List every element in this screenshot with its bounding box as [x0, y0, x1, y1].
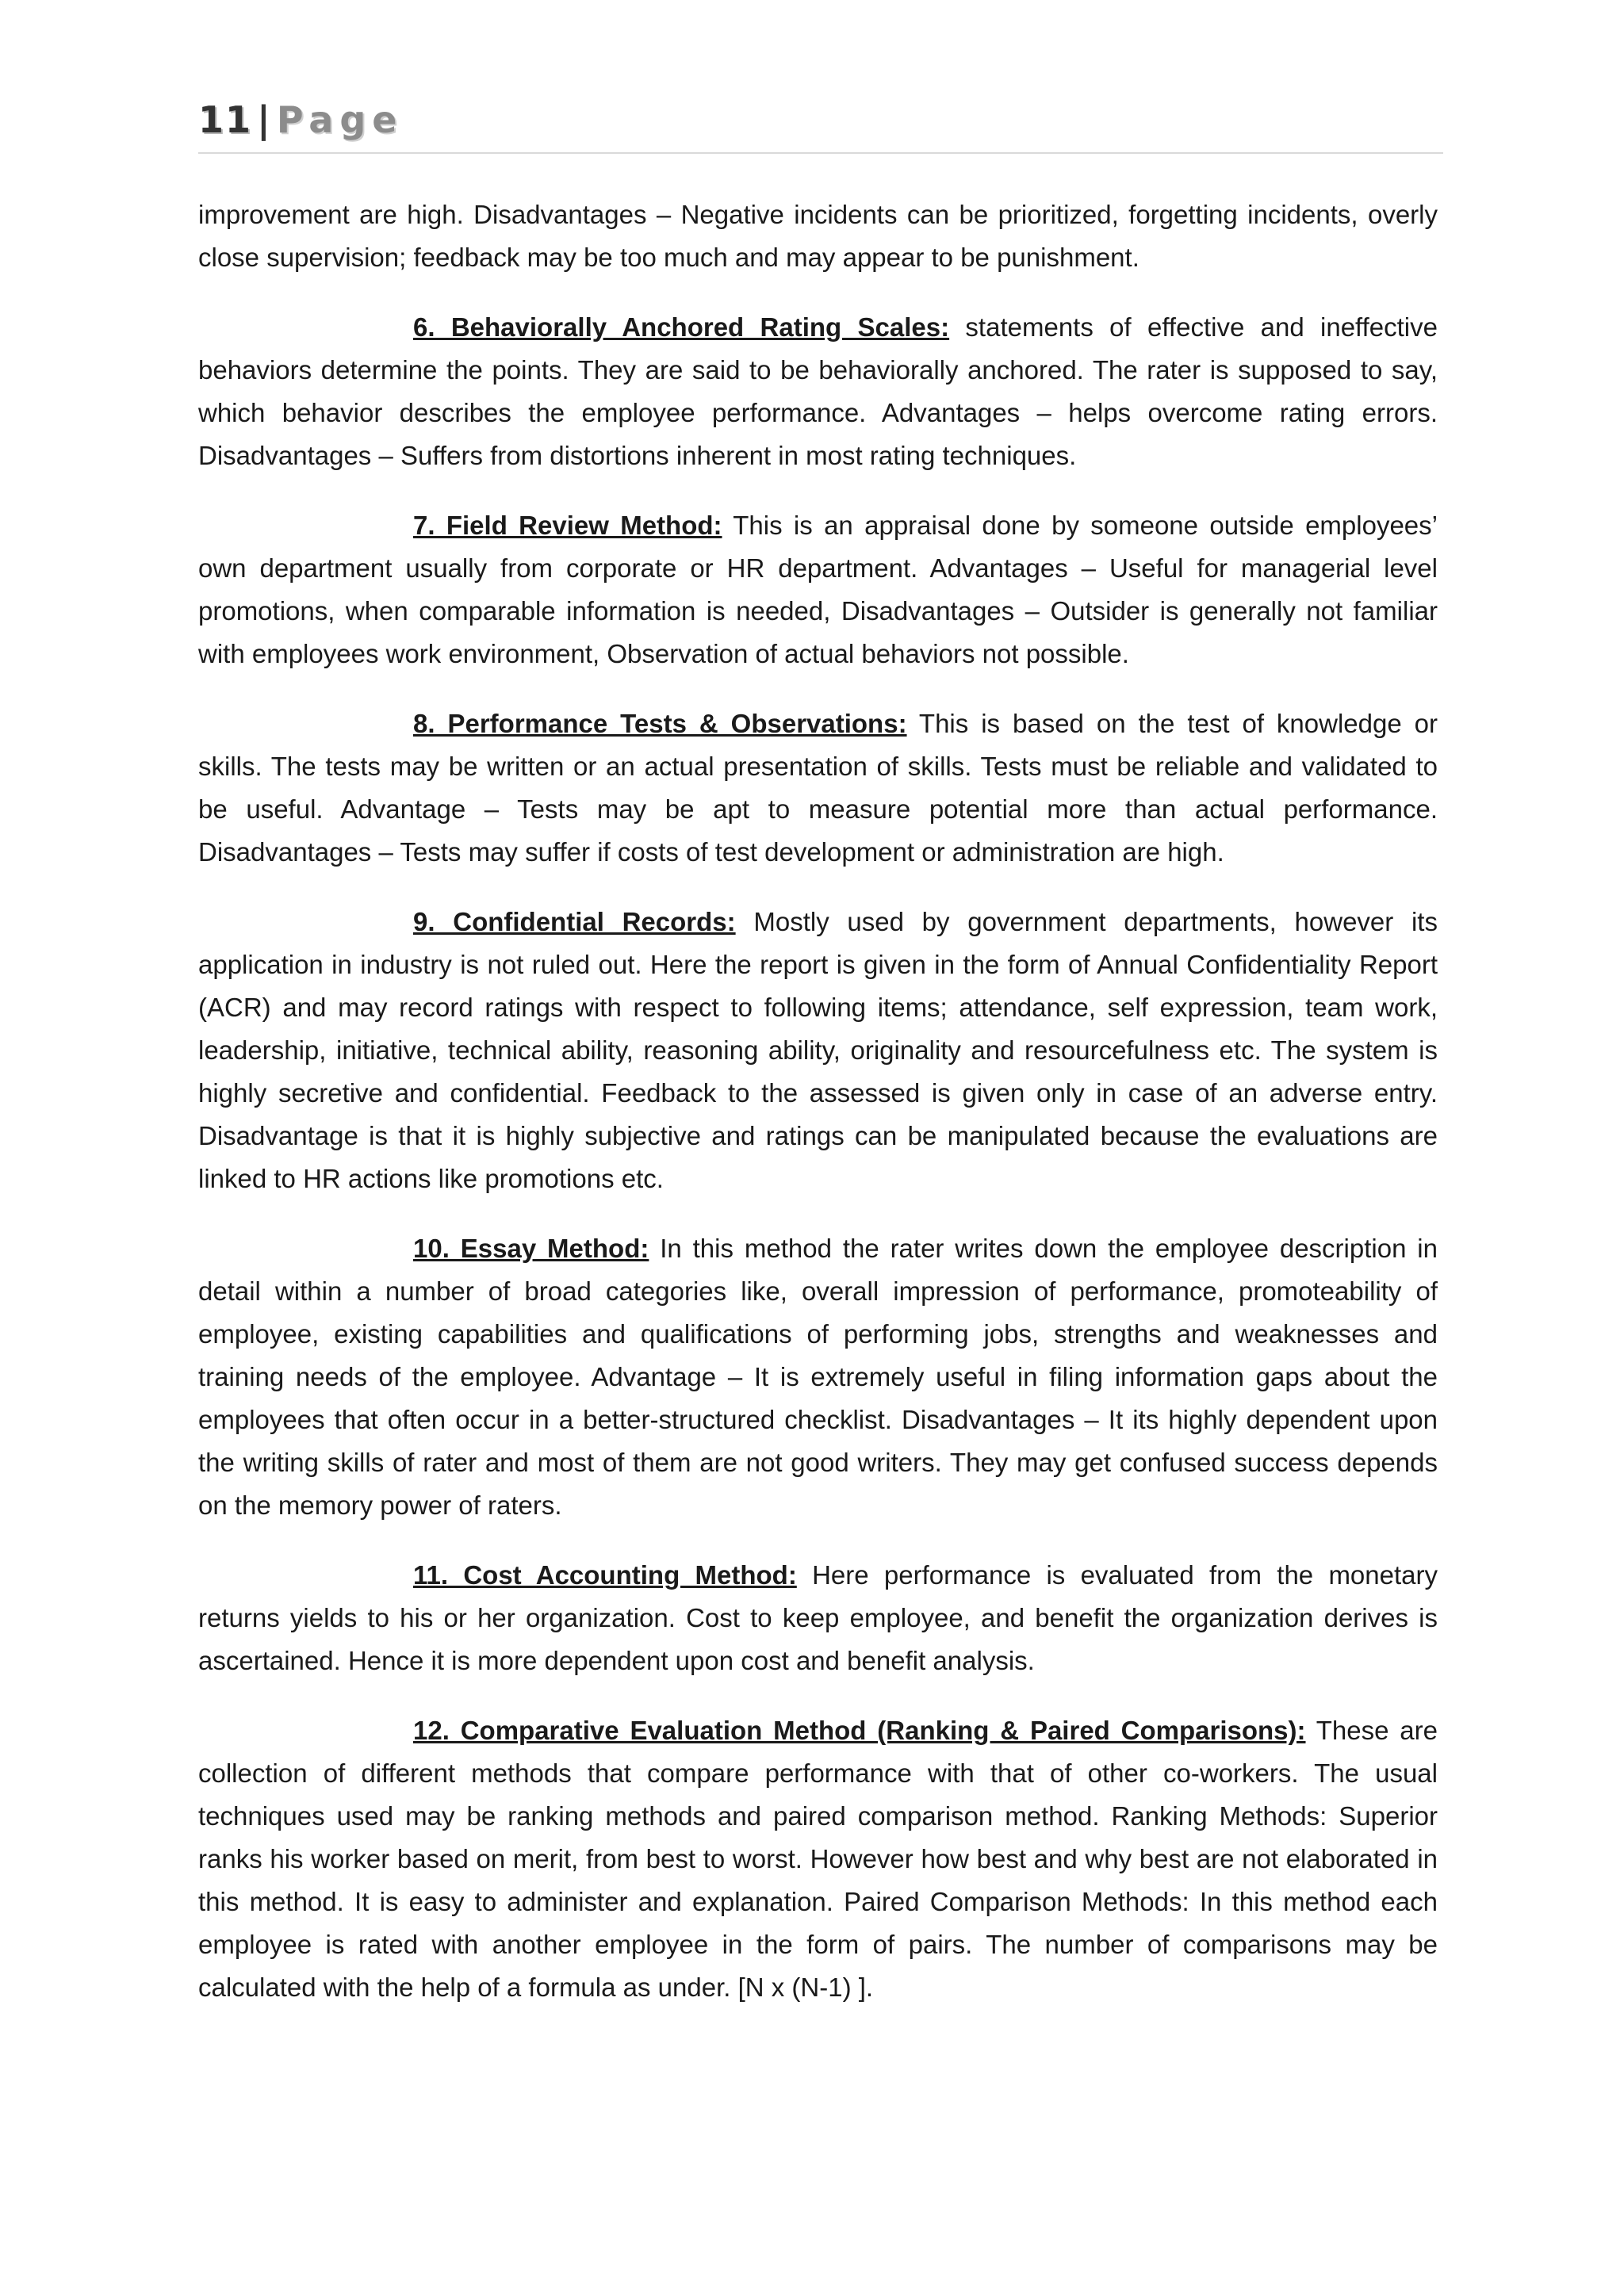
- page-header: [198, 98, 1443, 154]
- section-heading: 9. Confidential Records:: [413, 907, 736, 936]
- paragraph-continuation: [198, 193, 1438, 279]
- section-heading: 11. Cost Accounting Method:: [413, 1560, 797, 1590]
- paragraph-text: This is based on the test of knowledge or skills. The tests may be written or an actual presentation of skills. Tests must be reliable and validated to be useful. Advantage – Tests may be apt to measure potential more than actual performance. Disadvantages – Tests may suffer if costs of test development or administration are high.: [198, 709, 1438, 867]
- section-heading: 7. Field Review Method:: [413, 511, 722, 540]
- paragraph-cost-accounting: [198, 1554, 1438, 1682]
- section-heading: 10. Essay Method:: [413, 1234, 649, 1263]
- paragraph-text: These are collection of different methods that compare performance with that of other co-workers. The usual techniques used may be ranking methods and paired comparison method. Ranking Methods: Superior ranks his worker based on merit, from best to worst. However how best and why best are not elaborated in this method. It is easy to administer and explanation. Paired Comparison Methods: In this method each employee is rated with another employee in the form of pairs. The number of comparisons may be calculated with the help of a formula as under. [N x (N-1) ].: [198, 1716, 1438, 2002]
- section-heading: 6. Behaviorally Anchored Rating Scales:: [413, 312, 950, 342]
- paragraph-field-review: [198, 504, 1438, 675]
- page-number: 11: [198, 98, 253, 141]
- paragraph-text: Here performance is evaluated from the monetary returns yields to his or her organization. Cost to keep employee, and benefit the organization derives is ascertained. Hence it is more dependent upon cost and benefit analysis.: [198, 1560, 1438, 1675]
- paragraph-comparative-evaluation: [198, 1709, 1438, 2009]
- paragraph-text: This is an appraisal done by someone outside employees’ own department usually from corporate or HR department. Advantages – Useful for managerial level promotions, when comparable information is needed, Disadvantages – Outsider is generally not familiar with employees work environment, Observation of actual behaviors not possible.: [198, 511, 1438, 668]
- paragraph-text: improvement are high. Disadvantages – Negative incidents can be prioritized, forgetting incidents, overly close supervision; feedback may be too much and may appear to be punishment.: [198, 200, 1438, 272]
- paragraph-essay-method: [198, 1227, 1438, 1527]
- section-heading: 8. Performance Tests & Observations:: [413, 709, 907, 738]
- paragraph-text: statements of effective and ineffective behaviors determine the points. They are said to be behaviorally anchored. The rater is supposed to say, which behavior describes the employee performance. Advantages – helps overcome rating errors. Disadvantages – Suffers from distortions inherent in most rating techniques.: [198, 312, 1438, 470]
- paragraph-text: In this method the rater writes down the employee description in detail within a number of broad categories like, overall impression of performance, promoteability of employee, existing capabilities and qualifications of performing jobs, strengths and weaknesses and training needs of the employee. Advantage – It is extremely useful in filing information gaps about the employees that often occur in a better-structured checklist. Disadvantages – It its highly dependent upon the writing skills of rater and most of them are not good writers. They may get confused success depends on the memory power of raters.: [198, 1234, 1438, 1520]
- paragraph-confidential-records: [198, 901, 1438, 1200]
- paragraph-text: Mostly used by government departments, however its application in industry is not ruled out. Here the report is given in the form of Annual Confidentiality Report (ACR) and may record ratings with respect to following items; attendance, self expression, team work, leadership, initiative, technical ability, reasoning ability, originality and resourcefulness etc. The system is highly secretive and confidential. Feedback to the assessed is given only in case of an adverse entry. Disadvantage is that it is highly subjective and ratings can be manipulated because the evaluations are linked to HR actions like promotions etc.: [198, 907, 1438, 1193]
- document-body: [198, 193, 1438, 2036]
- paragraph-bars: [198, 306, 1438, 477]
- page-label: Page: [276, 98, 404, 141]
- page-separator: |: [257, 98, 270, 141]
- paragraph-performance-tests: [198, 702, 1438, 874]
- section-heading: 12. Comparative Evaluation Method (Ranking & Paired Comparisons):: [413, 1716, 1306, 1745]
